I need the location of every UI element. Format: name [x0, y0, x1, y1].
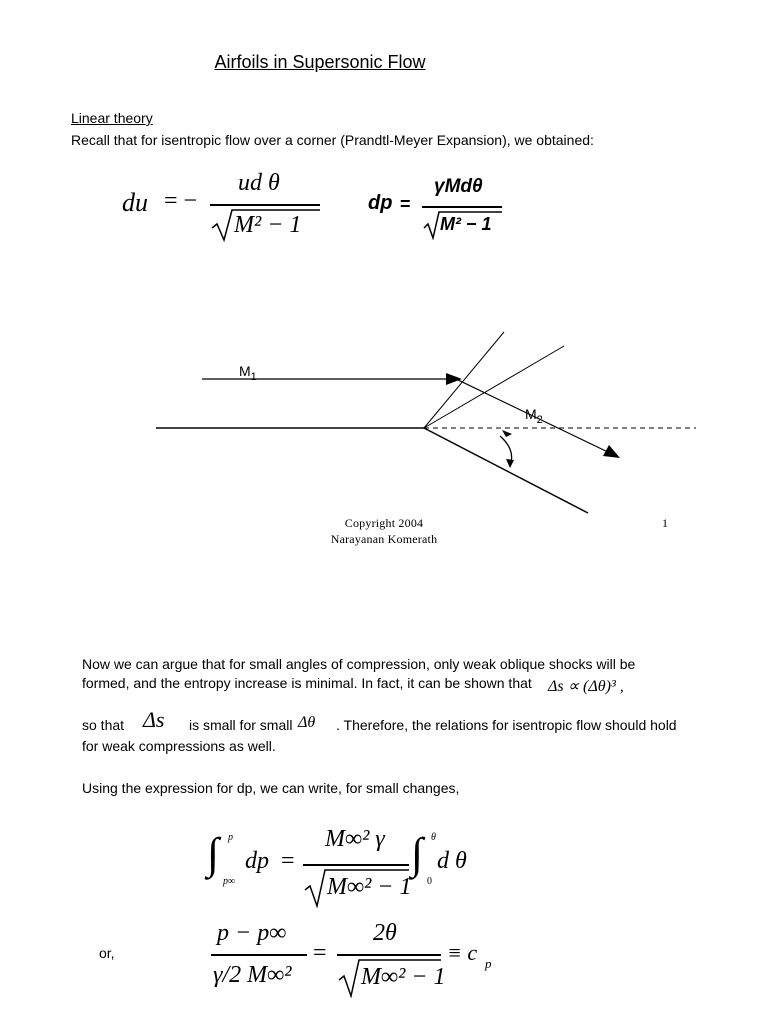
eq1-lhs: du	[122, 188, 148, 217]
pressure-coefficient-equation	[205, 918, 505, 1018]
eq4-num-left: p − p∞	[217, 920, 287, 946]
eq4-num-right: 2θ	[373, 920, 397, 946]
eq2-denominator: M² − 1	[440, 214, 492, 234]
para1-line2: formed, and the entropy increase is minimal. In fact, it can be shown that	[82, 675, 532, 691]
para2-mid: is small for small	[189, 717, 293, 733]
integral-rhs-upper: θ	[431, 832, 436, 843]
integral-rhs-lower: 0	[427, 876, 432, 887]
eq1-fraction-bar	[210, 204, 320, 206]
eq3-dtheta: d θ	[437, 848, 467, 874]
m1-label-text: M	[239, 363, 251, 379]
integral-equation	[205, 826, 485, 916]
para2-rest: . Therefore, the relations for isentropic flow should hold	[336, 717, 677, 733]
eq3-equals: =	[281, 848, 295, 874]
m2-label-text: M	[525, 406, 537, 422]
delta-s-symbol: Δs	[143, 707, 165, 732]
expansion-fan-diagram	[156, 240, 696, 515]
integral-lhs-upper: p	[228, 832, 233, 843]
or-label: or,	[99, 945, 115, 961]
eq3-fraction-bar	[303, 864, 409, 866]
eq4-equals: =	[313, 940, 327, 966]
eq1-denominator: M² − 1	[234, 212, 302, 238]
mach-wave-2	[424, 346, 564, 428]
para2-line2: for weak compressions as well.	[82, 738, 276, 754]
diagram-canvas	[156, 240, 696, 515]
m1-label	[239, 363, 257, 383]
author: Narayanan Komerath	[330, 532, 438, 546]
para3: Using the expression for dp, we can write, for small changes,	[82, 780, 460, 796]
eq4-den-right: M∞² − 1	[361, 964, 446, 990]
delta-theta-symbol: Δθ	[298, 714, 316, 731]
eq4-right-fraction-bar	[337, 954, 441, 956]
m1-arrowhead-icon	[446, 373, 462, 385]
entropy-formula: Δs ∝ (Δθ)³ ,	[548, 678, 624, 695]
page-title: Airfoils in Supersonic Flow	[214, 52, 426, 72]
m2-label	[525, 406, 543, 426]
downstream-wall	[424, 428, 588, 513]
eq4-cp-sub: p	[485, 956, 492, 971]
m2-arrowhead-icon	[603, 445, 620, 458]
eq2-equals: =	[400, 194, 411, 214]
eq1-equals: = −	[164, 188, 198, 214]
page-number: 1	[662, 516, 669, 530]
integral-lhs-lower: p∞	[223, 876, 236, 887]
eq2-fraction-bar	[422, 206, 502, 208]
equation-dp	[366, 174, 516, 244]
m1-label-sub: 1	[250, 370, 257, 383]
mach-wave-1	[424, 332, 504, 428]
angle-arrow-icon-2	[506, 459, 514, 468]
para1-line1: Now we can argue that for small angles of compression, only weak oblique shocks will be	[82, 656, 636, 672]
eq4-equiv: ≡ c	[447, 940, 478, 965]
copyright: Copyright 2004	[344, 516, 424, 530]
section-heading: Linear theory	[71, 110, 153, 126]
eq4-den-left: γ/2 M∞²	[213, 962, 292, 988]
eq3-dp: dp	[245, 848, 269, 874]
angle-arrow-icon	[502, 430, 512, 437]
eq1-numerator: ud θ	[238, 170, 280, 196]
eq3-numerator: M∞² γ	[325, 826, 385, 852]
eq2-lhs: dp	[368, 192, 393, 214]
eq2-numerator: γMdθ	[434, 176, 483, 197]
integral-lhs-icon: ∫	[207, 829, 220, 878]
recall-text: Recall that for isentropic flow over a corner (Prandtl-Meyer Expansion), we obtained:	[71, 132, 594, 148]
eq4-left-fraction-bar	[211, 954, 307, 956]
m2-label-sub: 2	[536, 413, 543, 426]
eq3-denominator: M∞² − 1	[327, 874, 412, 900]
para2-so-that: so that	[82, 717, 125, 733]
equation-du	[120, 170, 340, 250]
integral-rhs-icon: ∫	[411, 829, 424, 878]
